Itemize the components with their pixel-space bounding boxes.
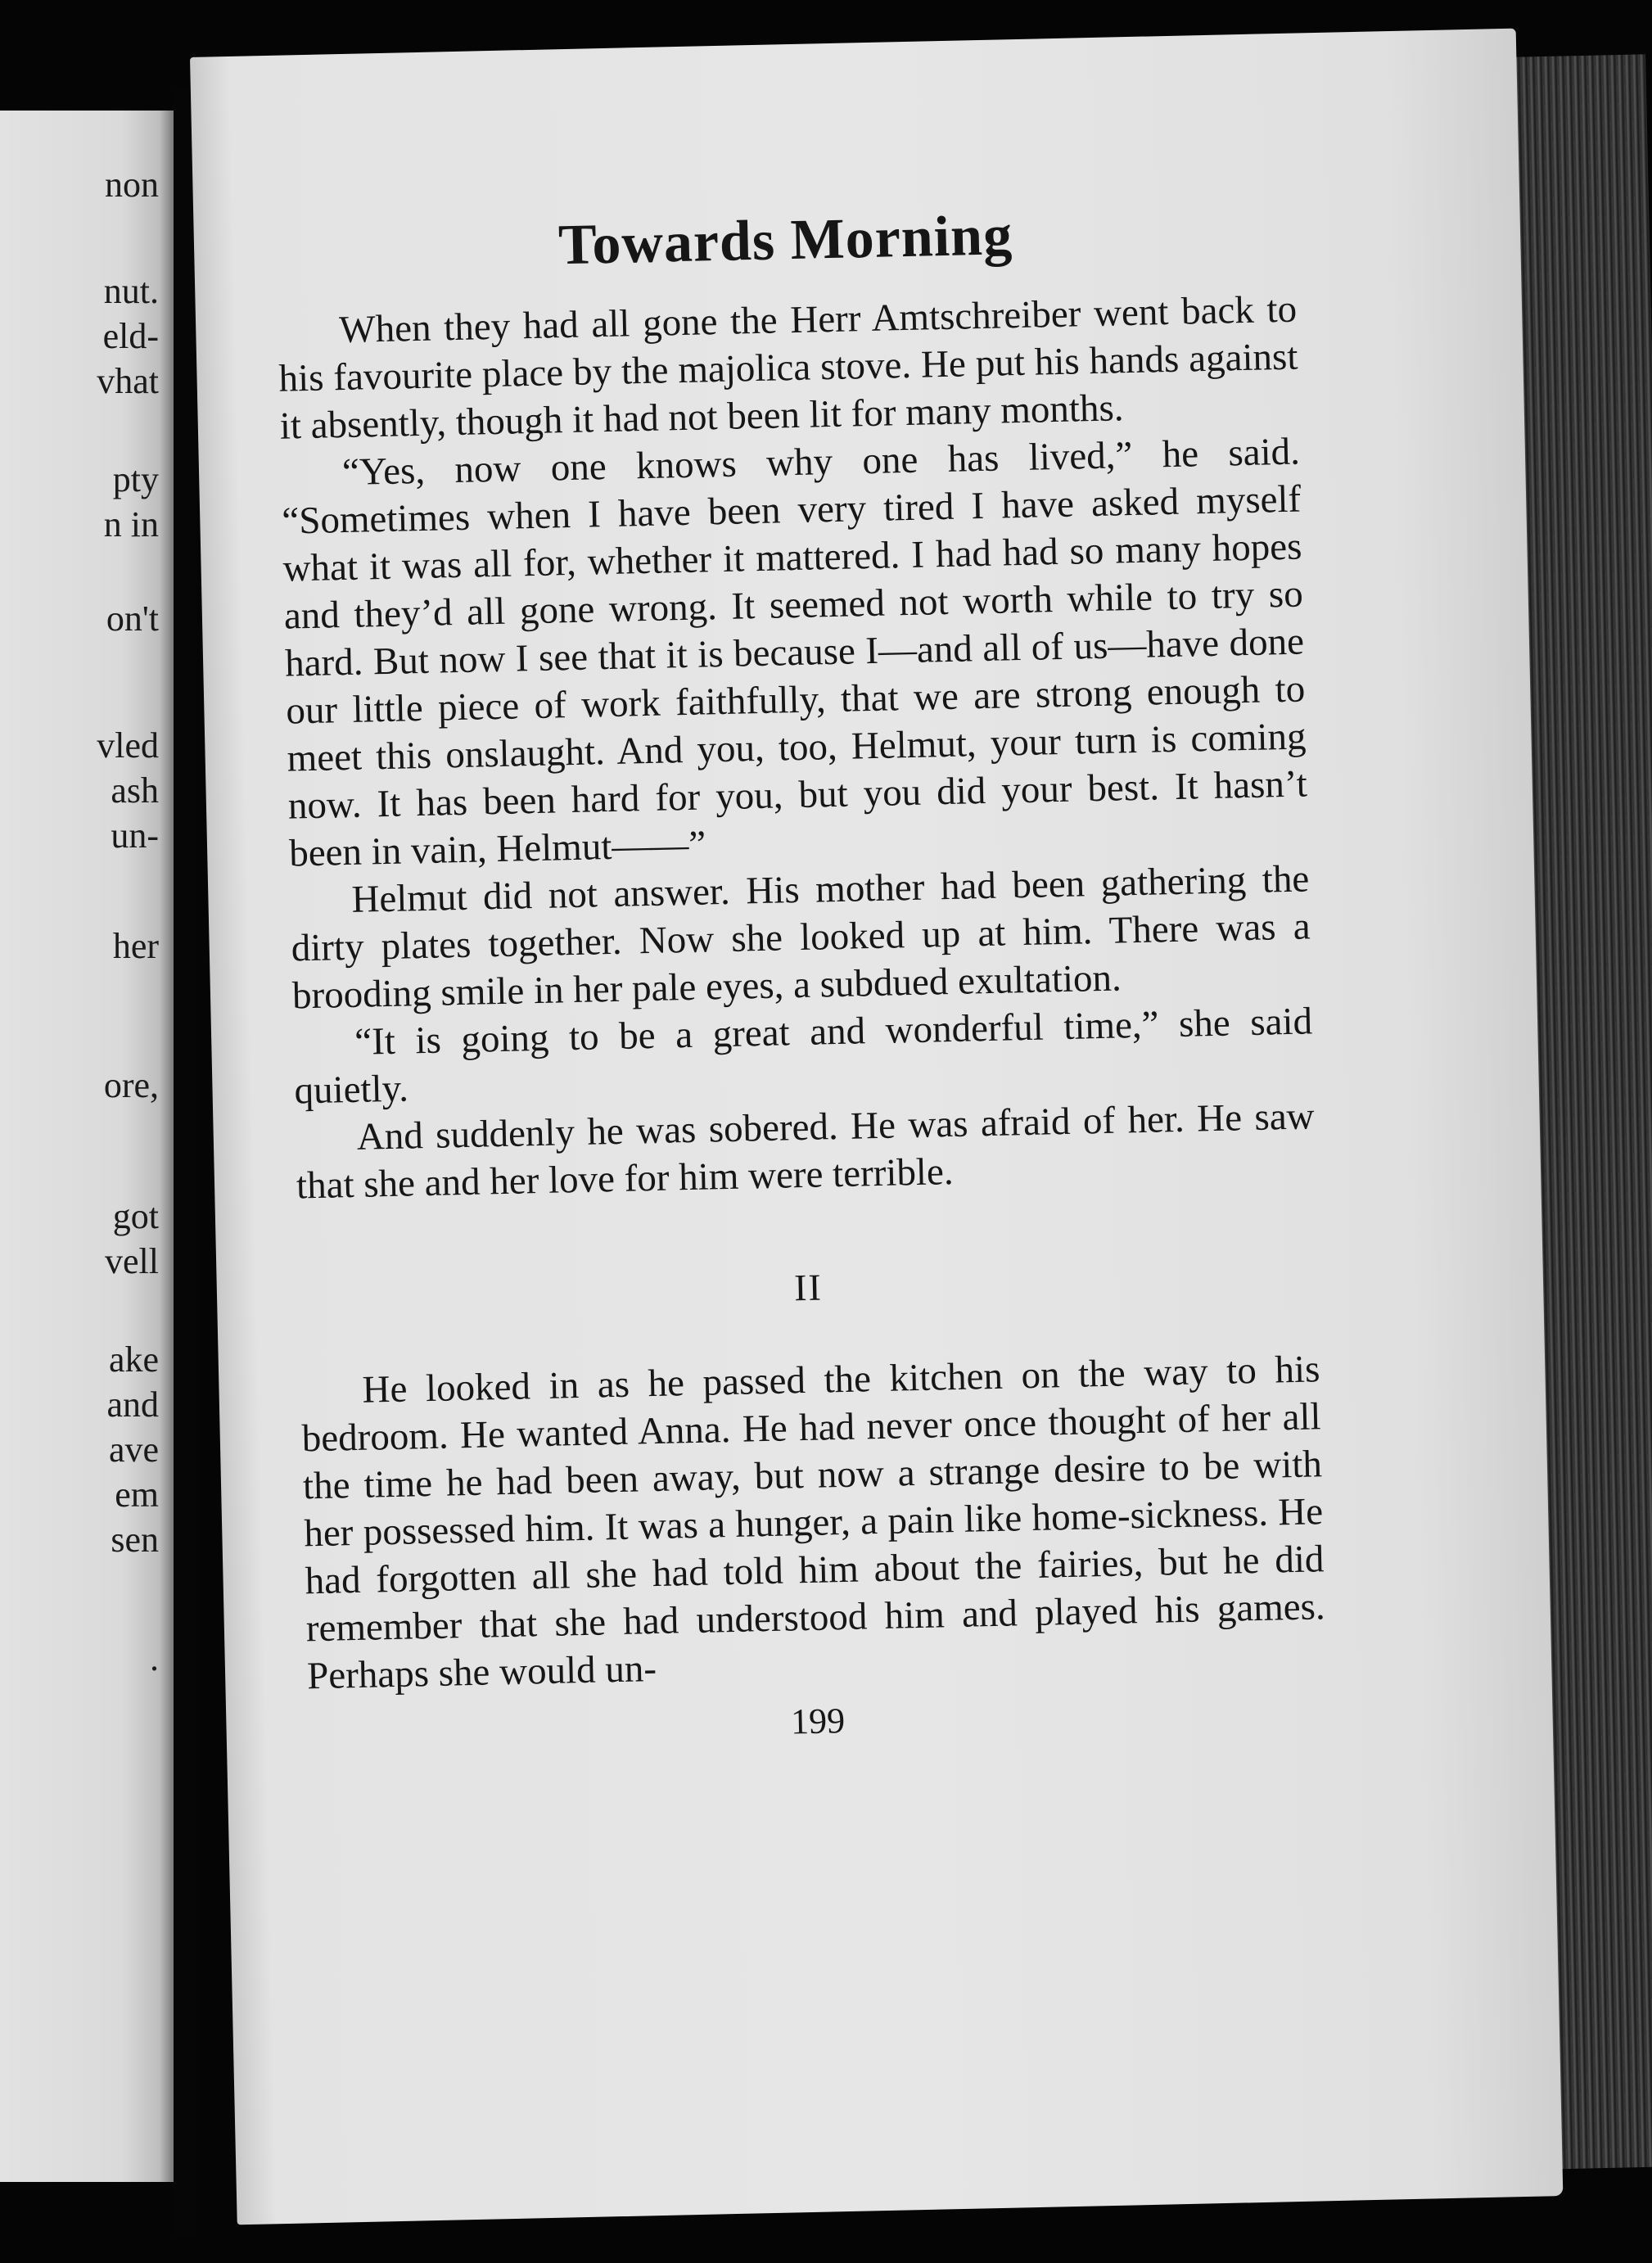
page-number: 199 [790,1701,846,1742]
left-page-fragment: . [150,1638,159,1678]
left-page-fragment: vell [105,1241,159,1281]
chapter-title: Towards Morning [557,204,1013,278]
left-page-fragment: nut. [103,271,159,311]
left-page-fragment: got [112,1196,159,1236]
paragraph: Helmut did not answer. His mother had been gathering the dirty plates together. Now she looked up at him. There was a brooding smile in her pale eyes, a subdued exultation. [291,857,1311,1018]
left-page-fragment: em [115,1475,159,1515]
left-page-fragment: vled [97,725,159,766]
left-page-fragment: ash [111,770,159,811]
paragraph: “Yes, now one knows why one has lived,” he said. “Sometimes when I have been very tired I have asked myself what it was all for, whether it mattered. I had had so many hopes and they’d all gone wrong. It seemed not worth while to try so hard. But now I see that it is because I—and all of us—have done our little piece of work faithfully, that we are strong enough to meet this onslaught. And you, too, Helmut, your turn is coming now. It has been hard for you, but you did your best. It hasn’t been in vain, Helmut——” [281,430,1308,875]
left-page-text-fragments [0,111,174,2182]
right-page [190,29,1563,2225]
left-page-fragment: ore, [103,1065,159,1105]
left-page-fragment: un- [111,815,159,856]
left-facing-page [0,111,174,2182]
paragraph: When they had all gone the Herr Amtschreiber went back to his favourite place by the majolica stove. He put his hands against it absently, though it had not been lit for many months. [278,287,1298,448]
section-numeral: II [793,1266,824,1309]
paragraph: And suddenly he was sobered. He was afraid of her. He saw that she and her love for him were terrible. [296,1095,1316,1208]
left-page-fragment: sen [111,1520,159,1560]
paragraph: He looked in as he passed the kitchen on the way to his bedroom. He wanted Anna. He had never once thought of her all the time he had been away, but now a strange desire to be with her possessed him. It was a hunger, a pain like home-sickness. He had forgotten all she had told him about the fairies, but he did remember that she had understood him and played his games. Perhaps she would un- [301,1348,1326,1698]
left-page-fragment: her [112,926,159,966]
left-page-fragment: n in [103,504,159,544]
left-page-fragment: non [105,165,159,205]
left-page-fragment: ave [108,1430,159,1470]
left-page-fragment: on't [106,598,159,639]
page-content [275,197,1328,1754]
book-gutter [174,90,196,2235]
left-page-fragment: eld- [102,316,159,356]
paragraph: “It is going to be a great and wonderful time,” she said quietly. [294,1000,1313,1113]
left-page-fragment: vhat [97,361,159,401]
left-page-fragment: pty [112,459,159,499]
left-page-fragment: ake [108,1339,159,1380]
left-page-fragment: and [106,1384,159,1425]
